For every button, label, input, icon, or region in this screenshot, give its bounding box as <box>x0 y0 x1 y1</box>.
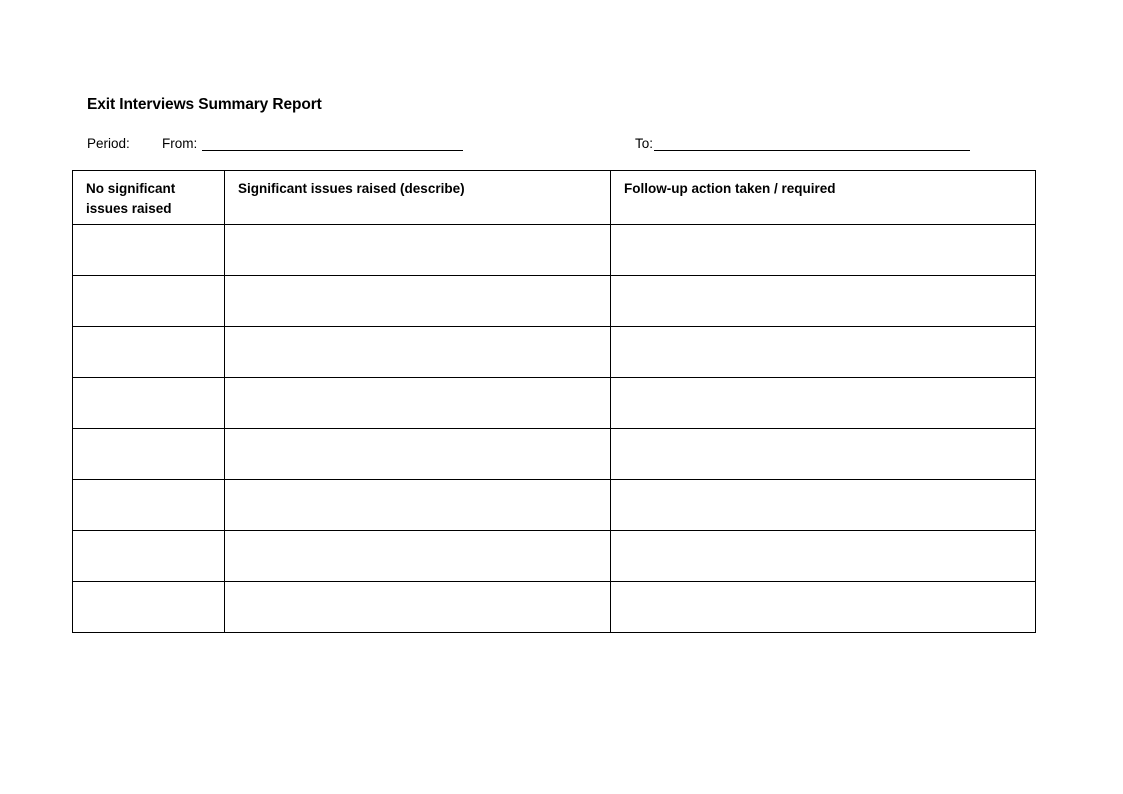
follow-up-cell[interactable] <box>611 480 1036 531</box>
table-row <box>73 276 1036 327</box>
issues-description-cell[interactable] <box>225 582 611 633</box>
report-title: Exit Interviews Summary Report <box>87 96 322 113</box>
from-date-field[interactable] <box>202 150 463 151</box>
issues-description-cell[interactable] <box>225 225 611 276</box>
header-follow-up-action: Follow-up action taken / required <box>611 171 1036 225</box>
table-row <box>73 582 1036 633</box>
table-row <box>73 429 1036 480</box>
no-issues-cell[interactable] <box>73 276 225 327</box>
issues-description-cell[interactable] <box>225 429 611 480</box>
period-label: Period: <box>87 136 130 151</box>
to-label: To: <box>635 136 654 151</box>
follow-up-cell[interactable] <box>611 378 1036 429</box>
no-issues-cell[interactable] <box>73 378 225 429</box>
header-significant-issues: Significant issues raised (describe) <box>225 171 611 225</box>
table-row <box>73 378 1036 429</box>
issues-description-cell[interactable] <box>225 276 611 327</box>
from-label: From: <box>162 136 198 151</box>
no-issues-cell[interactable] <box>73 582 225 633</box>
follow-up-cell[interactable] <box>611 531 1036 582</box>
table-row <box>73 531 1036 582</box>
no-issues-cell[interactable] <box>73 327 225 378</box>
issues-description-cell[interactable] <box>225 327 611 378</box>
follow-up-cell[interactable] <box>611 582 1036 633</box>
issues-description-cell[interactable] <box>225 531 611 582</box>
issues-description-cell[interactable] <box>225 480 611 531</box>
no-issues-cell[interactable] <box>73 531 225 582</box>
follow-up-cell[interactable] <box>611 327 1036 378</box>
no-issues-cell[interactable] <box>73 225 225 276</box>
follow-up-cell[interactable] <box>611 429 1036 480</box>
table-row <box>73 225 1036 276</box>
table-row <box>73 327 1036 378</box>
follow-up-cell[interactable] <box>611 276 1036 327</box>
follow-up-cell[interactable] <box>611 225 1036 276</box>
header-no-significant-issues: No significant issues raised <box>73 171 225 225</box>
issues-description-cell[interactable] <box>225 378 611 429</box>
to-date-field[interactable] <box>654 150 970 151</box>
table-row <box>73 480 1036 531</box>
no-issues-cell[interactable] <box>73 480 225 531</box>
period-row <box>0 134 1123 154</box>
table-header-row <box>73 171 1036 225</box>
summary-table <box>72 170 1036 633</box>
no-issues-cell[interactable] <box>73 429 225 480</box>
